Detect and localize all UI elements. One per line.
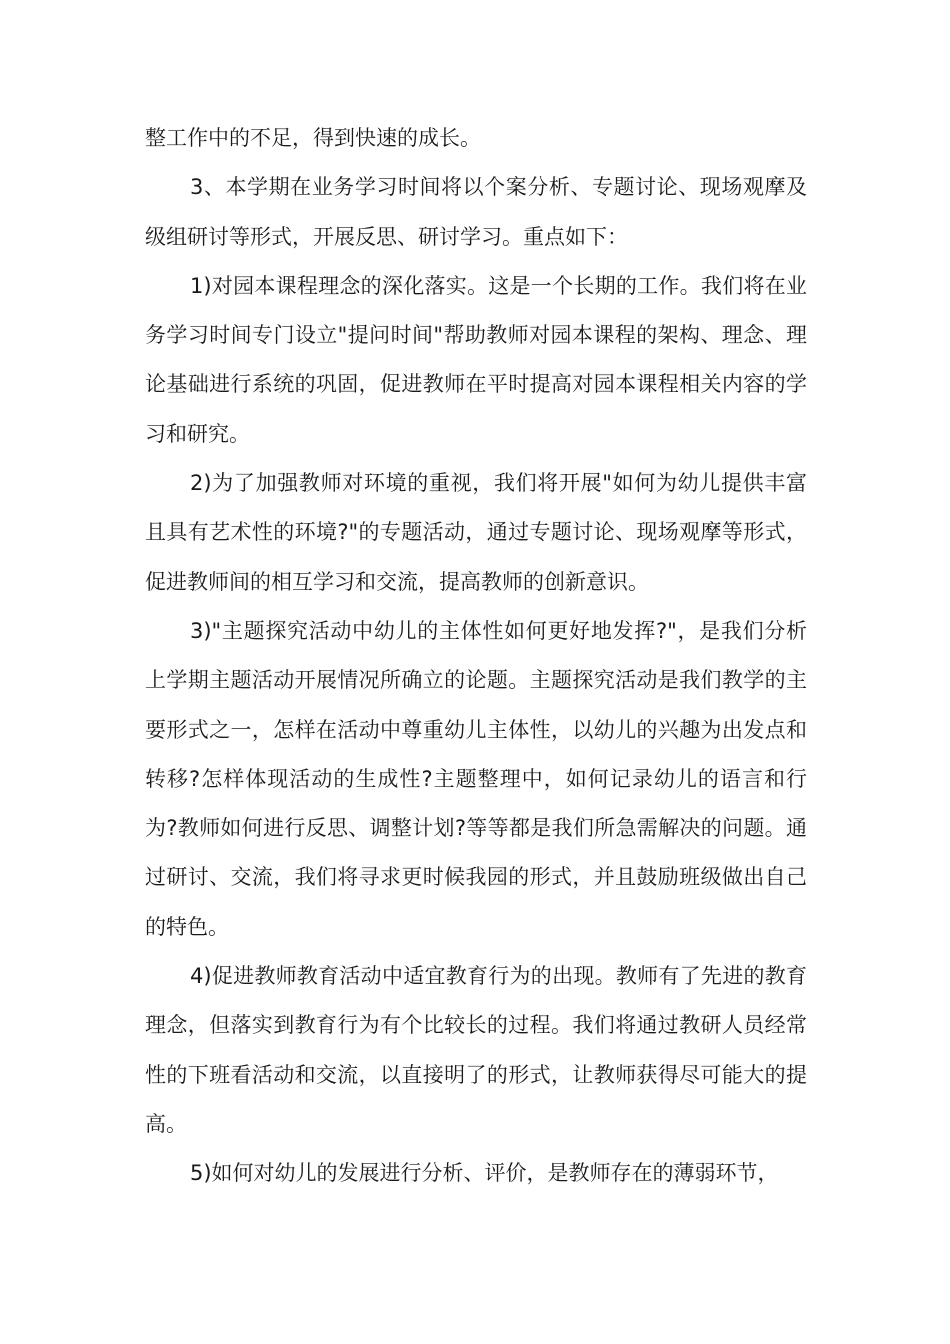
paragraph-point-2: 2)为了加强教师对环境的重视，我们将开展"如何为幼儿提供丰富且具有艺术性的环境?"的专题活动，通过专题讨论、现场观摩等形式，促进教师间的相互学习和交流，提高教师的创新意识。: [145, 471, 807, 594]
paragraph-point-4: 4)促进教师教育活动中适宜教育行为的出现。教师有了先进的教育理念，但落实到教育行为有个比较长的过程。我们将通过教研人员经常性的下班看活动和交流，以直接明了的形式，让教师获得尽可能大的提高。: [145, 964, 807, 1136]
paragraph-continuation: 整工作中的不足，得到快速的成长。: [145, 126, 481, 150]
paragraph-item-3: 3、本学期在业务学习时间将以个案分析、专题讨论、现场观摩及级组研讨等形式，开展反思、研讨学习。重点如下：: [145, 175, 807, 249]
paragraph-point-5: 5)如何对幼儿的发展进行分析、评价，是教师存在的薄弱环节，: [190, 1161, 779, 1186]
paragraph-point-3: 3)"主题探究活动中幼儿的主体性如何更好地发挥?"，是我们分析上学期主题活动开展情况所确立的论题。主题探究活动是我们教学的主要形式之一，怎样在活动中尊重幼儿主体性，以幼儿的兴趣为出发点和转移?怎样体现活动的生成性?主题整理中，如何记录幼儿的语言和行为?教师如何进行反思、调整计划?等等都是我们所急需解决的问题。通过研讨、交流，我们将寻求更时候我园的形式，并且鼓励班级做出自己的特色。: [145, 618, 807, 939]
paragraph-point-1: 1)对园本课程理念的深化落实。这是一个长期的工作。我们将在业务学习时间专门设立"提问时间"帮助教师对园本课程的架构、理念、理论基础进行系统的巩固，促进教师在平时提高对园本课程相关内容的学习和研究。: [145, 273, 807, 446]
document-body: [145, 114, 807, 1199]
